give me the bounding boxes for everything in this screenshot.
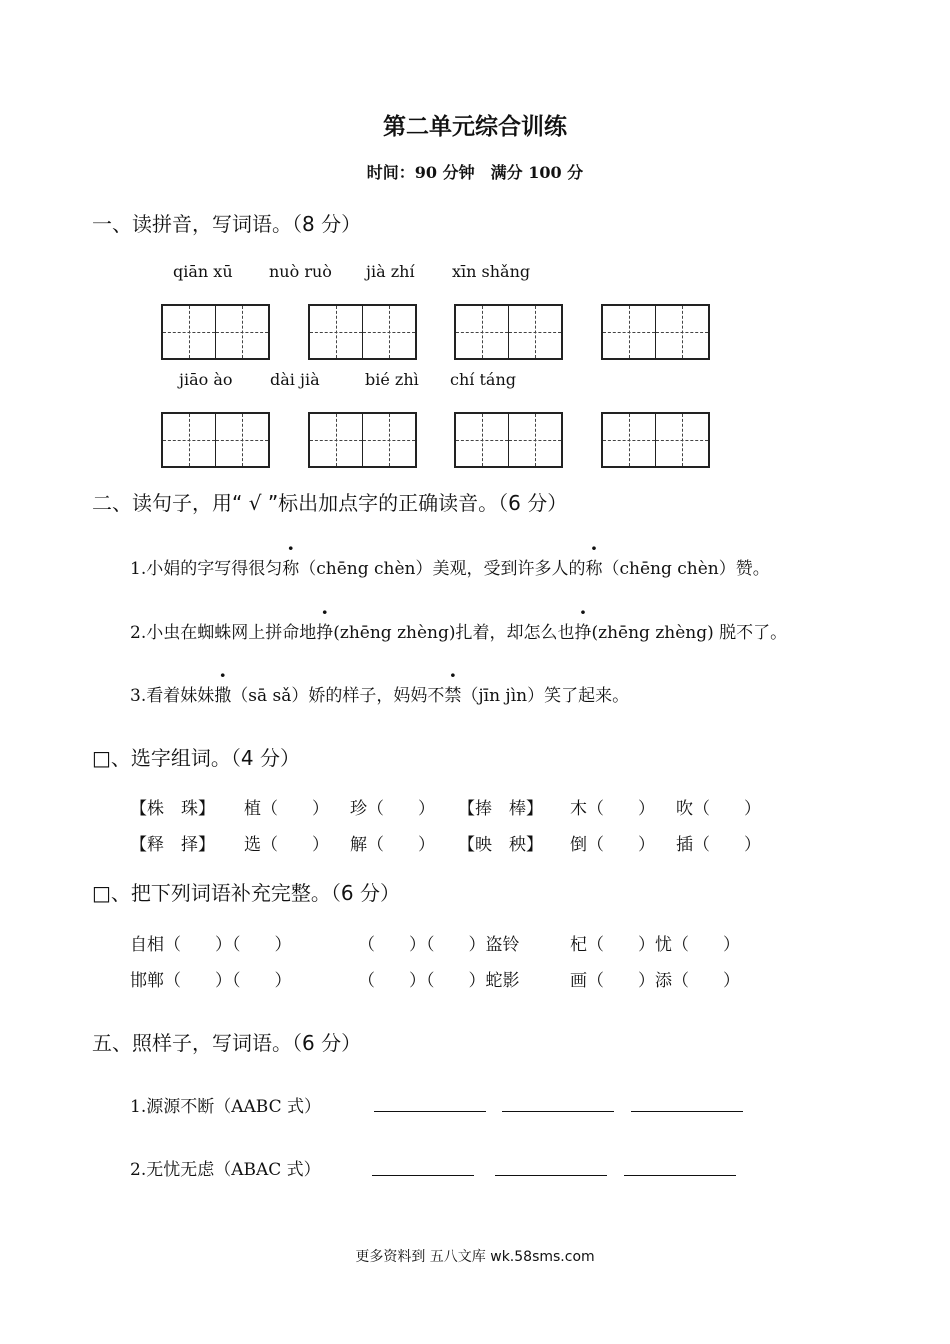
section-4-heading: □、把下列词语补充完整。（6 分）	[92, 881, 400, 905]
writing-grid[interactable]	[161, 412, 269, 466]
writing-grid[interactable]	[601, 412, 709, 466]
pinyin-1-2: nuò ruò	[269, 262, 332, 281]
pinyin-1-4: xīn shǎng	[452, 262, 531, 281]
section-5-heading: 五、照样子，写词语。（6 分）	[92, 1031, 362, 1055]
dotted-char: 禁	[444, 686, 462, 706]
pick-group: 【株 珠】	[130, 799, 215, 819]
answer-line[interactable]	[502, 1093, 614, 1112]
writing-grid[interactable]	[454, 412, 562, 466]
writing-grid[interactable]	[601, 304, 709, 358]
idiom-blank[interactable]: 杞（ ）忧（ ）	[570, 935, 740, 955]
pick-blank[interactable]: 吹（ ）	[676, 799, 761, 819]
sentence-3: 3.看着妹妹撒（sā sǎ）娇的样子，妈妈不禁（jīn jìn）笑了起来。	[130, 681, 629, 706]
pick-blank[interactable]: 珍（ ）	[350, 799, 435, 819]
dotted-char: 挣	[316, 623, 334, 643]
pick-blank[interactable]: 植（ ）	[244, 799, 329, 819]
answer-line[interactable]	[495, 1157, 607, 1176]
page-subtitle: 时间：90 分钟 满分 100 分	[366, 163, 584, 182]
writing-grid[interactable]	[161, 304, 269, 358]
idiom-blank[interactable]: 邯郸（ ）（ ）	[130, 971, 292, 991]
writing-grid[interactable]	[308, 304, 416, 358]
idiom-blank[interactable]: （ ）（ ）盗铃	[358, 935, 520, 955]
pinyin-2-3: bié zhì	[365, 370, 419, 389]
dotted-char: 撒	[214, 686, 232, 706]
pick-blank[interactable]: 选（ ）	[244, 835, 329, 855]
answer-line[interactable]	[372, 1157, 474, 1176]
example-2: 2.无忧无虑（ABAC 式）	[130, 1160, 321, 1180]
pinyin-2-4: chí táng	[450, 370, 516, 389]
answer-line[interactable]	[624, 1157, 736, 1176]
section-2-heading: 二、读句子，用“ √ ”标出加点字的正确读音。（6 分）	[92, 491, 568, 515]
pinyin-2-2: dài jià	[270, 370, 320, 389]
dotted-char: 称	[585, 559, 603, 579]
section-3-heading: □、选字组词。（4 分）	[92, 746, 300, 770]
pick-blank[interactable]: 倒（ ）	[570, 835, 655, 855]
pinyin-1-3: jià zhí	[366, 262, 415, 281]
page-title: 第二单元综合训练	[383, 114, 567, 140]
pick-group: 【捧 棒】	[458, 799, 543, 819]
example-1: 1.源源不断（AABC 式）	[130, 1097, 321, 1117]
dotted-char: 挣	[574, 623, 592, 643]
writing-grid[interactable]	[308, 412, 416, 466]
idiom-blank[interactable]: （ ）（ ）蛇影	[358, 971, 520, 991]
pinyin-2-1: jiāo ào	[179, 370, 233, 389]
pinyin-1-1: qiān xū	[173, 262, 233, 281]
dotted-char: 称	[282, 559, 300, 579]
section-1-heading: 一、读拼音，写词语。（8 分）	[92, 212, 362, 236]
writing-grid[interactable]	[454, 304, 562, 358]
footer-link[interactable]: 更多资料到 五八文库 wk.58sms.com	[355, 1249, 595, 1265]
sentence-2: 2.小虫在蜘蛛网上拼命地挣(zhēng zhèng)扎着，却怎么也挣(zhēng zhèng) 脱不了。	[130, 618, 787, 643]
sentence-1: 1.小娟的字写得很匀称（chēng chèn）美观，受到许多人的称（chēng chèn）赞。	[130, 554, 770, 579]
pick-blank[interactable]: 解（ ）	[350, 835, 435, 855]
pick-group: 【释 择】	[130, 835, 215, 855]
pick-group: 【映 秧】	[458, 835, 543, 855]
answer-line[interactable]	[374, 1093, 486, 1112]
pick-blank[interactable]: 插（ ）	[676, 835, 761, 855]
idiom-blank[interactable]: 自相（ ）（ ）	[130, 935, 292, 955]
pick-blank[interactable]: 木（ ）	[570, 799, 655, 819]
answer-line[interactable]	[631, 1093, 743, 1112]
idiom-blank[interactable]: 画（ ）添（ ）	[570, 971, 740, 991]
